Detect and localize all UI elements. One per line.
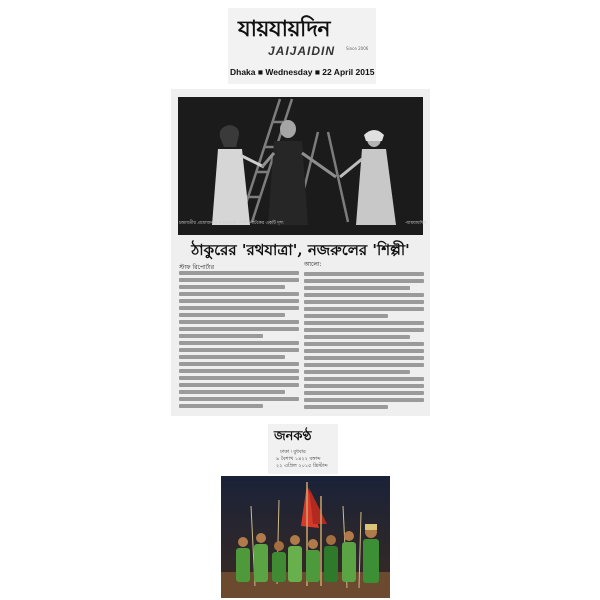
- dateline-bengali-date: ৯ বৈশাখ ১৪২২ বঙ্গাব্দ: [276, 456, 321, 462]
- stage-photo-crowd: [221, 476, 390, 598]
- photo-credit: -যায়যায়দিন: [404, 221, 426, 226]
- dateline-day: ঢাকা ৷ বুধবার: [280, 449, 306, 455]
- article-clipping: [171, 89, 430, 416]
- masthead-tagline: Since 2006: [346, 46, 369, 51]
- masthead-clipping-jaijaidin: [228, 8, 376, 84]
- column-lead-word: আলো:: [304, 261, 322, 268]
- stage-photo-image: [178, 97, 423, 235]
- stage-photo: [178, 97, 423, 235]
- newspaper-logo-latin: JAIJAIDIN: [268, 44, 336, 58]
- photo-caption: চন্দ্রাবতীর প্রযোজনায় নজরুলের 'শিল্পী' নাটকের একটি দৃশ্য: [179, 221, 284, 226]
- article-headline: ঠাকুরের 'রথযাত্রা', নজরুলের 'শিল্পী': [191, 241, 410, 259]
- newspaper-logo: যায়যায়দিন: [238, 16, 331, 42]
- newspaper-logo: জনকণ্ঠ: [274, 429, 312, 444]
- masthead-clipping-janakantha: [268, 424, 338, 474]
- dateline: Dhaka ■ Wednesday ■ 22 April 2015: [230, 67, 375, 77]
- stage-photo-crowd-image: [221, 476, 390, 598]
- article-byline: স্টাফ রিপোর্টার: [179, 264, 215, 271]
- article-column-left: [179, 271, 299, 409]
- article-column-right: [304, 259, 424, 409]
- dateline-gregorian-date: ২২ এপ্রিল ২০১৫ খ্রিস্টাব্দ: [276, 463, 328, 469]
